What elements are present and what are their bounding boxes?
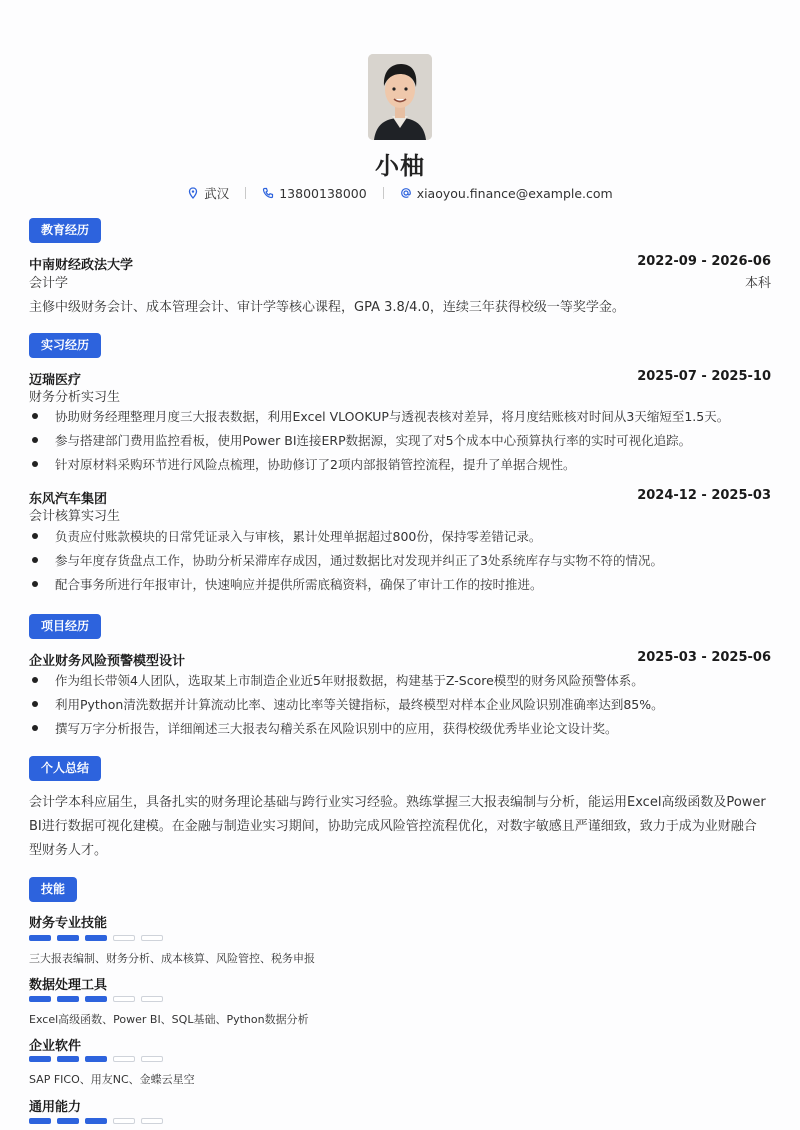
skill-level-segment [141,935,163,941]
education-date: 2022-09 - 2026-06 [637,254,771,269]
skill-level-segment [85,935,107,941]
company-name: 东风汽车集团 [29,492,108,507]
skill-level-segment [29,935,51,941]
section-title-skills: 技能 [29,877,77,902]
summary-line: 会计学本科应届生，具备扎实的财务理论基础与跨行业实习经验。熟练掌握三大报表编制与分析，能运用Excel高级函数及Power [29,795,766,810]
section-title-internship: 实习经历 [29,333,101,358]
internship-role [29,386,771,405]
skill-title: 通用能力 [29,1100,82,1115]
phone-item [262,186,366,201]
major: 会计学 [29,276,69,291]
skill-level-segment [141,996,163,1002]
internship-date: 2024-12 - 2025-03 [637,488,771,503]
school-name: 中南财经政法大学 [29,258,134,273]
internship-role [29,505,771,524]
role-text: 财务分析实习生 [29,390,121,405]
bullet-dot [32,557,38,563]
project-name: 企业财务风险预警模型设计 [29,654,186,669]
avatar [368,54,432,140]
list-item-text: 参与年度存货盘点工作，协助分析呆滞库存成因，通过数据比对发现并纠正了3处系统库存与实物不符的情况。 [55,553,663,568]
bullet-dot [32,413,38,419]
education-subheader [29,272,771,291]
phone-text: 13800138000 [279,185,367,201]
bullet-dot [32,581,38,587]
summary-line: 型财务人才。 [29,843,108,858]
phone-icon [262,187,274,199]
summary-line: BI进行数据可视化建模。在金融与制造业实习期间，协助完成风险管控流程优化，对数字敏感且严谨细致，致力于成为业财融合 [29,819,757,834]
role-text: 会计核算实习生 [29,509,121,524]
project-date: 2025-03 - 2025-06 [637,650,771,665]
candidate-name: 小柚 [375,152,425,180]
list-item-text: 负责应付账款模块的日常凭证录入与审核，累计处理单据超过800份，保持零差错记录。 [55,529,542,544]
location-item [187,184,229,202]
skill-level-segment [113,1056,135,1062]
skill-desc: SAP FICO、用友NC、金蝶云星空 [29,1073,195,1086]
bullet-dot [32,701,38,707]
project-header [29,650,771,669]
company-name: 迈瑞医疗 [29,373,82,388]
bullet-dot [32,437,38,443]
bullet-dot [32,461,38,467]
skill-level-segment [85,1056,107,1062]
skill-level-segment [29,1118,51,1124]
section-title-summary: 个人总结 [29,756,101,781]
skill-level-segment [57,996,79,1002]
skill-desc: 三大报表编制、财务分析、成本核算、风险管控、税务申报 [29,952,315,965]
section-title-education: 教育经历 [29,218,101,243]
skill-level-segment [85,996,107,1002]
skill-level-segment [85,1118,107,1124]
section-title-project: 项目经历 [29,614,101,639]
internship-date: 2025-07 - 2025-10 [637,369,771,384]
skill-title: 财务专业技能 [29,916,108,931]
skill-level-segment [57,1118,79,1124]
summary-text [29,791,771,863]
list-item-text: 协助财务经理整理月度三大报表数据，利用Excel VLOOKUP与透视表核对差异，将月度结账核对时间从3天缩短至1.5天。 [55,409,730,424]
bullet-dot [32,725,38,731]
bullet-dot [32,533,38,539]
map-pin-icon [187,187,199,199]
at-icon [400,187,412,199]
list-item-text: 利用Python清洗数据并计算流动比率、速动比率等关键指标，最终模型对样本企业风险识别准确率达到85%。 [55,697,664,712]
skill-level-segment [57,935,79,941]
contact-divider [245,187,246,199]
email-item[interactable] [400,186,613,201]
skill-level-segment [141,1118,163,1124]
location-text: 武汉 [204,186,230,201]
education-header [29,254,771,273]
degree: 本科 [744,276,771,291]
skill-desc: Excel高级函数、Power BI、SQL基础、Python数据分析 [29,1013,309,1026]
education-desc: 主修中级财务会计、成本管理会计、审计学等核心课程，GPA 3.8/4.0，连续三年获得校级一等奖学金。 [29,300,625,315]
skill-level-segment [29,1056,51,1062]
email-text[interactable]: xiaoyou.finance@example.com [416,185,613,201]
bullet-dot [32,677,38,683]
skill-level-segment [57,1056,79,1062]
skill-title: 企业软件 [29,1039,82,1054]
list-item-text: 撰写万字分析报告，详细阐述三大报表勾稽关系在风险识别中的应用，获得校级优秀毕业论文设计奖。 [55,721,618,736]
skill-title: 数据处理工具 [29,978,108,993]
list-item-text: 作为组长带领4人团队，选取某上市制造企业近5年财报数据，构建基于Z-Score模型的财务风险预警体系。 [55,673,644,688]
contact-divider [383,187,384,199]
list-item-text: 针对原材料采购环节进行风险点梳理，协助修订了2项内部报销管控流程，提升了单据合规性。 [55,457,576,472]
list-item-text: 配合事务所进行年报审计，快速响应并提供所需底稿资料，确保了审计工作的按时推进。 [55,577,543,592]
skill-level-segment [113,935,135,941]
skill-level-segment [113,1118,135,1124]
list-item-text: 参与搭建部门费用监控看板，使用Power BI连接ERP数据源，实现了对5个成本中心预算执行率的实时可视化追踪。 [55,433,692,448]
skill-level-segment [113,996,135,1002]
skill-level-segment [141,1056,163,1062]
contact-info [0,184,800,202]
skill-level-segment [29,996,51,1002]
